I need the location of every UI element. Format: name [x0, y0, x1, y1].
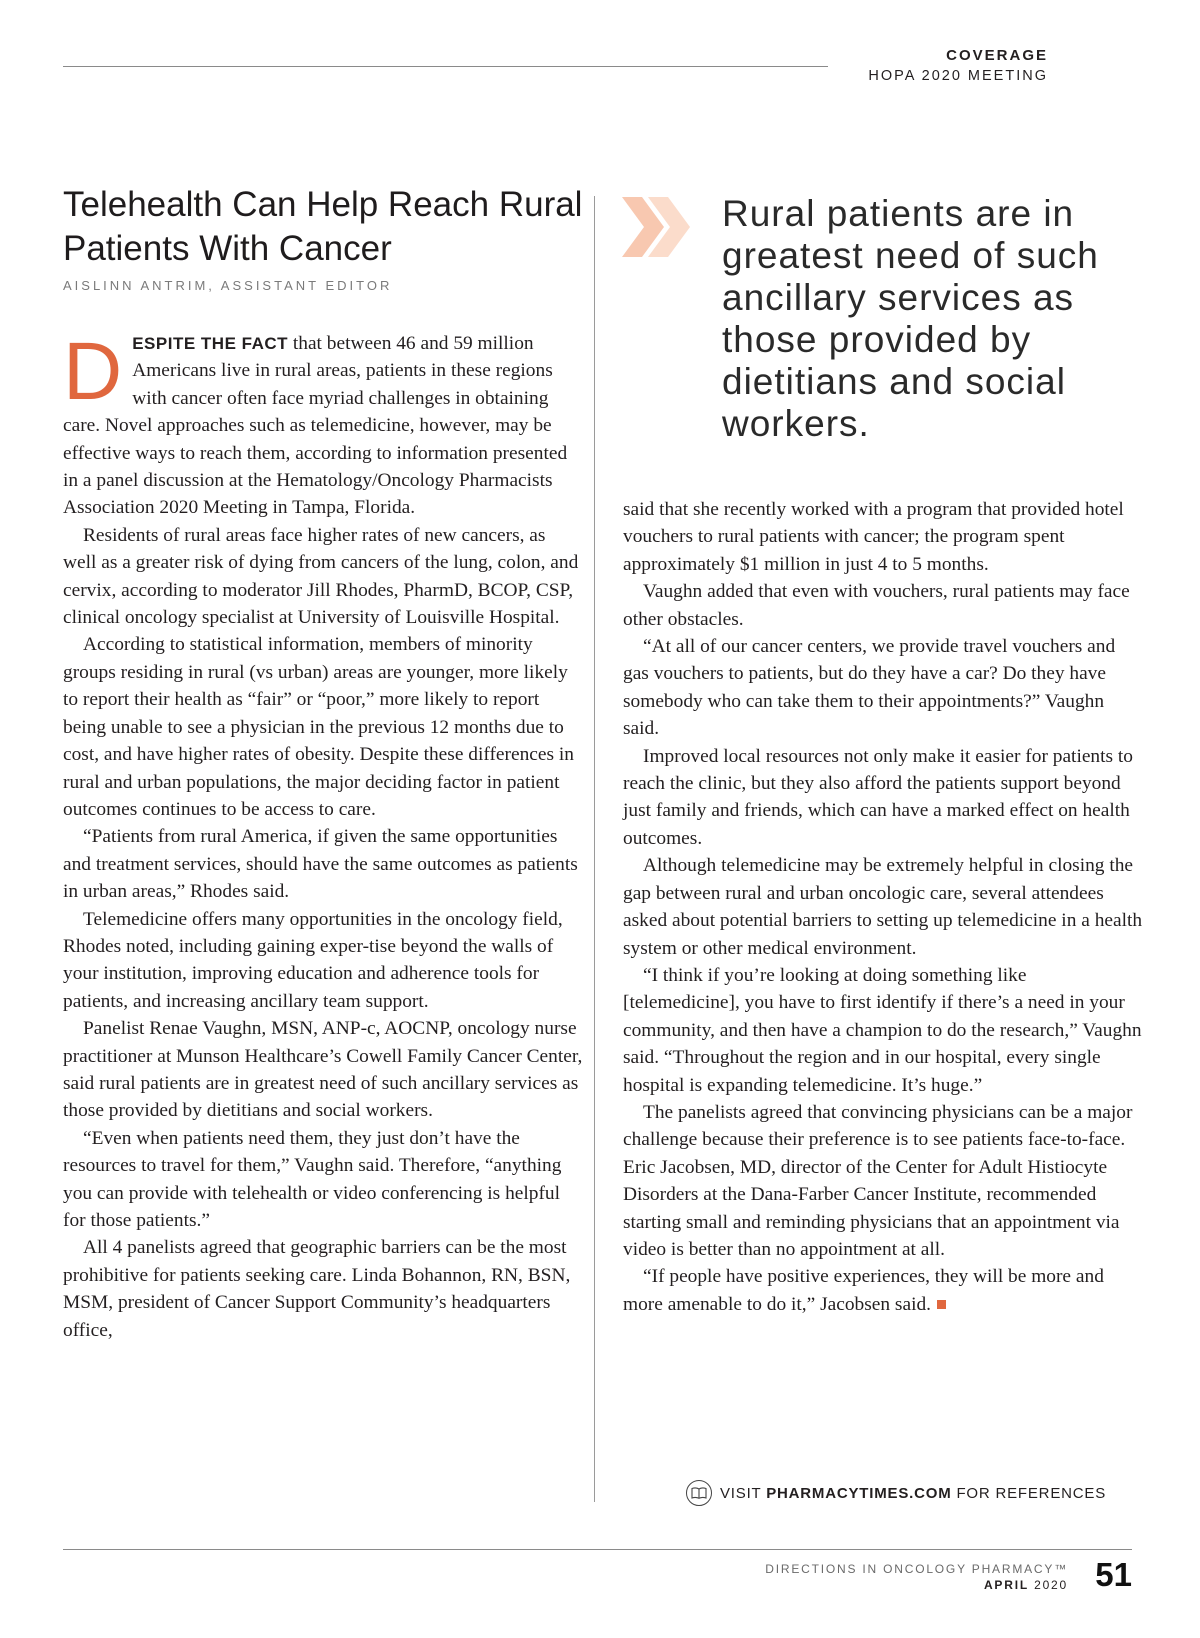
references-link[interactable]: PHARMACYTIMES.COM — [766, 1484, 952, 1502]
references-prefix: VISIT — [720, 1484, 767, 1502]
drop-cap: D — [63, 326, 123, 417]
paragraph: Residents of rural areas face higher rates of new cancers, as well as a greater risk of dying from cancers of the lung, colon, and cervix, according to moderator Jill Rhodes, PharmD, BCOP, CSP, clinical oncology specialist at University of Louisville Hospital. — [63, 524, 579, 629]
column-divider — [594, 196, 595, 1502]
paragraph: Vaughn added that even with vouchers, rural patients may face other obstacles. — [623, 581, 1130, 630]
paragraph: “Even when patients need them, they just don’t have the resources to travel for them,” Vaughn said. Therefore, “anything you can provide with telehealth or video conferencing is helpful for those patients.” — [63, 1127, 562, 1231]
paragraph: Improved local resources not only make it easier for patients to reach the clinic, but they also afford the patients support beyond just family and friends, which can have a marked effect on health outcomes. — [623, 745, 1133, 849]
left-column — [63, 326, 583, 1344]
lead-in: ESPITE THE FACT — [132, 334, 289, 353]
publication-name: DIRECTIONS IN ONCOLOGY PHARMACY™ — [765, 1562, 1068, 1576]
section-name: COVERAGE — [946, 47, 1048, 64]
subsection-name: HOPA 2020 MEETING — [868, 68, 1048, 84]
final-paragraph — [623, 1263, 1143, 1318]
paragraph: “Patients from rural America, if given the same opportunities and treatment services, should have the same outcomes as patients in urban areas,” Rhodes said. — [63, 826, 578, 903]
references-note — [686, 1480, 1106, 1506]
footer-rule — [63, 1549, 1132, 1550]
paragraph: Panelist Renae Vaughn, MSN, ANP-c, AOCNP, oncology nurse practitioner at Munson Healthcare’s Cowell Family Cancer Center, said rural patients are in greatest need of such ancillary services as those provided by dietitians and social workers. — [63, 1018, 583, 1122]
issue-month: APRIL — [983, 1578, 1029, 1592]
continued-paragraph: said that she recently worked with a program that provided hotel vouchers to rural patients with cancer; the program spent approximately $1 million in just 4 to 5 months. — [623, 499, 1124, 575]
pull-quote: Rural patients are in greatest need of such ancillary services as those provided by dietitians and social workers. — [722, 193, 1099, 444]
byline: AISLINN ANTRIM, ASSISTANT EDITOR — [63, 278, 393, 293]
header-rule — [63, 66, 828, 67]
section-label — [868, 46, 1048, 86]
double-chevron-icon — [622, 197, 694, 257]
references-suffix: FOR REFERENCES — [951, 1484, 1106, 1502]
first-paragraph — [63, 326, 583, 522]
page-number: 51 — [1095, 1556, 1132, 1593]
paragraph: “At all of our cancer centers, we provide travel vouchers and gas vouchers to patients, but do they have a car? Do they have somebody who can take them to their appointments?” Vaughn said. — [623, 636, 1116, 740]
issue-date — [765, 1577, 1068, 1593]
paragraph: According to statistical information, members of minority groups residing in rural (vs urban) areas are younger, more likely to report their health as “fair” or “poor,” more likely to report being unable to see a physician in the previous 12 months due to cost, and have higher rates of obesity. Despite these differences in rural and urban populations, the major deciding factor in patient outcomes continues to be access to care. — [63, 634, 574, 820]
final-paragraph-text: “If people have positive experiences, they will be more and more amenable to do it,” Jacobsen said. — [623, 1266, 1104, 1315]
end-mark-icon — [937, 1300, 946, 1309]
references-text — [720, 1485, 1106, 1502]
first-paragraph-text: that between 46 and 59 million Americans live in rural areas, patients in these regions with cancer often face myriad challenges in obtaining care. Novel approaches such as telemedicine, however, may be effective ways to reach them, according to information presented in a panel discussion at the Hematology/Oncology Pharmacists Association 2020 Meeting in Tampa, Florida. — [63, 333, 568, 519]
article-title: Telehealth Can Help Reach Rural Patients With Cancer — [63, 185, 583, 268]
issue-year: 2020 — [1034, 1578, 1068, 1592]
book-icon — [686, 1480, 712, 1506]
paragraph: The panelists agreed that convincing physicians can be a major challenge because their preference is to see patients face-to-face. Eric Jacobsen, MD, director of the Center for Adult Histiocyte Disorders at the Dana-Farber Cancer Institute, recommended starting small and reminding physicians that an appointment via video is better than no appointment at all. — [623, 1101, 1133, 1260]
right-column — [623, 496, 1143, 1318]
paragraph: “I think if you’re looking at doing something like [telemedicine], you have to first identify if there’s a need in your community, and then have a champion to do the research,” Vaughn said. “Throughout the region and in our hospital, every single hospital is expanding telemedicine. It’s huge.” — [623, 964, 1142, 1096]
footer-publication — [765, 1561, 1068, 1593]
paragraph: Although telemedicine may be extremely helpful in closing the gap between rural and urban oncologic care, several attendees asked about potential barriers to setting up telemedicine in a health system or other medical environment. — [623, 855, 1143, 959]
paragraph: All 4 panelists agreed that geographic barriers can be the most prohibitive for patients seeking care. Linda Bohannon, RN, BSN, MSM, president of Cancer Support Community’s headquarters office, — [63, 1237, 571, 1341]
paragraph: Telemedicine offers many opportunities in the oncology field, Rhodes noted, including gaining exper-tise beyond the walls of your institution, improving education and adherence tools for patients, and increasing ancillary team support. — [63, 908, 563, 1012]
